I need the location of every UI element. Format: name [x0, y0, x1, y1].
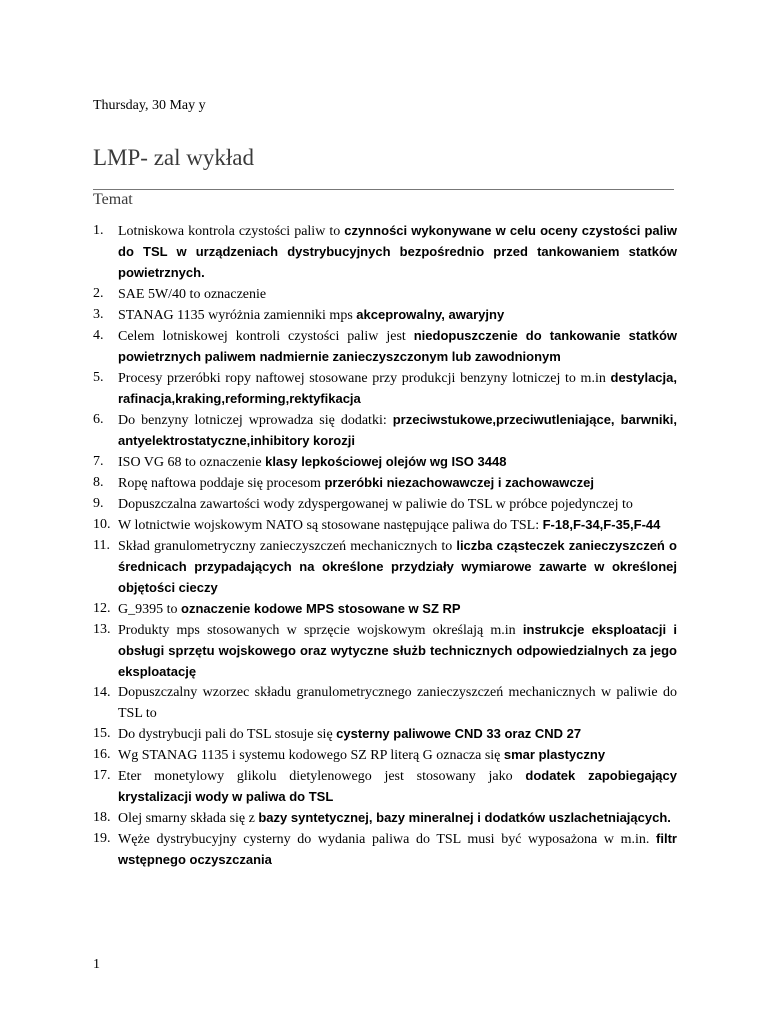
list-item — [93, 683, 677, 724]
item-number: 3. — [93, 307, 104, 322]
item-bold: bazy syntetycznej, bazy mineralnej i dodatków uszlachetniających. — [258, 810, 671, 825]
item-number: 6. — [93, 412, 104, 427]
item-plain: STANAG 1135 wyróżnia zamienniki mps — [118, 308, 357, 323]
list-item — [93, 452, 677, 473]
item-text — [118, 221, 677, 284]
item-bold: przeciwstukowe,przeciwutleniające, barwniki, antyelektrostatyczne,inhibitory korozji — [118, 412, 677, 448]
item-plain: Procesy przeróbki ropy naftowej stosowane przy produkcji benzyny lotniczej to m.in — [118, 371, 611, 386]
item-number: 8. — [93, 475, 104, 490]
list-item — [93, 766, 677, 808]
list-item — [93, 599, 677, 620]
item-plain: Węże dystrybucyjny cysterny do wydania paliwa do TSL musi być wyposażona w m.in. — [118, 832, 657, 847]
item-bold: smar plastyczny — [503, 747, 606, 762]
list-item — [93, 515, 677, 536]
item-bold: czynności wykonywane w celu oceny czystości paliw do TSL w urządzeniach dystrybucyjnych bezpośrednio przed tankowaniem statków powietrznych. — [118, 223, 677, 280]
item-bold: niedopuszczenie do tankowanie statków powietrznych paliwem nadmiernie zanieczyszczonym lub zawodnionym — [118, 328, 677, 364]
item-text — [118, 829, 677, 871]
item-plain: SAE 5W/40 to oznaczenie — [118, 287, 267, 302]
item-number: 14. — [93, 685, 111, 700]
question-list — [93, 221, 677, 871]
item-plain: Celem lotniskowej kontroli czystości paliw jest — [118, 329, 414, 344]
list-item — [93, 410, 677, 452]
item-number: 15. — [93, 726, 111, 741]
list-item — [93, 724, 677, 745]
item-text — [118, 599, 677, 620]
item-plain: Lotniskowa kontrola czystości paliw to — [118, 224, 345, 239]
item-bold: instrukcje eksploatacji i obsługi sprzętu wojskowego oraz wytyczne służb technicznych odpowiedzialnych za jego eksploatację — [118, 622, 677, 679]
item-number: 12. — [93, 601, 111, 616]
item-number: 17. — [93, 768, 111, 783]
item-number: 18. — [93, 810, 111, 825]
item-plain: Eter monetylowy glikolu dietylenowego jest stosowany jako — [118, 769, 526, 784]
item-text — [118, 745, 677, 766]
document-date: Thursday, 30 May y — [93, 98, 206, 113]
item-number: 9. — [93, 496, 104, 511]
list-item — [93, 536, 677, 599]
page-number: 1 — [93, 957, 100, 972]
list-item — [93, 305, 677, 326]
item-bold: przeróbki niezachowawczej i zachowawczej — [324, 475, 594, 490]
list-item — [93, 368, 677, 410]
item-text — [118, 766, 677, 808]
item-number: 13. — [93, 622, 111, 637]
item-bold: klasy lepkościowej olejów wg ISO 3448 — [265, 454, 507, 469]
item-text — [118, 410, 677, 452]
item-number: 5. — [93, 370, 104, 385]
item-bold: F-18,F-34,F-35,F-44 — [542, 517, 661, 532]
item-number: 4. — [93, 328, 104, 343]
item-plain: Do dystrybucji pali do TSL stosuje się — [118, 727, 337, 742]
item-plain: G_9395 to — [118, 602, 181, 617]
item-plain: Skład granulometryczny zanieczyszczeń mechanicznych to — [118, 539, 457, 554]
section-heading: Temat — [93, 191, 133, 208]
item-text — [118, 494, 677, 515]
item-number: 10. — [93, 517, 111, 532]
item-text — [118, 724, 677, 745]
item-plain: Ropę naftowa poddaje się procesom — [118, 476, 325, 491]
item-text — [118, 473, 677, 494]
item-text — [118, 326, 677, 368]
list-item — [93, 473, 677, 494]
item-number: 16. — [93, 747, 111, 762]
item-plain: Produkty mps stosowanych w sprzęcie wojskowym określają m.in — [118, 623, 523, 638]
item-text — [118, 305, 677, 326]
document-title: LMP- zal wykład — [93, 145, 254, 170]
item-text — [118, 536, 677, 599]
item-number: 11. — [93, 538, 110, 553]
item-plain: Dopuszczalna zawartości wody zdyspergowanej w paliwie do TSL w próbce pojedynczej to — [118, 497, 633, 512]
list-item — [93, 808, 677, 829]
list-item — [93, 494, 677, 515]
item-text — [118, 515, 677, 536]
item-plain: Do benzyny lotniczej wprowadza się dodatki: — [118, 413, 393, 428]
list-item — [93, 620, 677, 683]
item-number: 2. — [93, 286, 104, 301]
item-bold: oznaczenie kodowe MPS stosowane w SZ RP — [181, 601, 461, 616]
item-bold: filtr wstępnego oczyszczania — [118, 831, 677, 867]
item-bold: cysterny paliwowe CND 33 oraz CND 27 — [336, 726, 582, 741]
item-plain: W lotnictwie wojskowym NATO są stosowane następujące paliwa do TSL: — [118, 518, 543, 533]
item-plain: Dopuszczalny wzorzec składu granulometrycznego zanieczyszczeń mechanicznych w paliwie do TSL to — [118, 685, 677, 721]
item-plain: ISO VG 68 to oznaczenie — [118, 455, 266, 470]
item-text — [118, 808, 677, 829]
list-item — [93, 284, 677, 305]
list-item — [93, 829, 677, 871]
item-text — [118, 452, 677, 473]
list-item — [93, 221, 677, 284]
item-number: 7. — [93, 454, 104, 469]
item-text — [118, 683, 677, 724]
item-number: 1. — [93, 223, 104, 238]
item-bold: destylacja, rafinacja,kraking,reforming,rektyfikacja — [118, 370, 677, 406]
item-text — [118, 284, 677, 305]
item-bold: akceprowalny, awaryjny — [356, 307, 505, 322]
item-text — [118, 368, 677, 410]
item-number: 19. — [93, 831, 111, 846]
item-plain: Olej smarny składa się z — [118, 811, 259, 826]
item-bold: liczba cząsteczek zanieczyszczeń o średnicach przypadających na określone przydziały wymiarowe zawarte w określonej objętości cieczy — [118, 538, 677, 595]
item-plain: Wg STANAG 1135 i systemu kodowego SZ RP literą G oznacza się — [118, 748, 504, 763]
item-bold: dodatek zapobiegający krystalizacji wody w paliwa do TSL — [118, 768, 677, 804]
list-item — [93, 326, 677, 368]
list-item — [93, 745, 677, 766]
item-text — [118, 620, 677, 683]
